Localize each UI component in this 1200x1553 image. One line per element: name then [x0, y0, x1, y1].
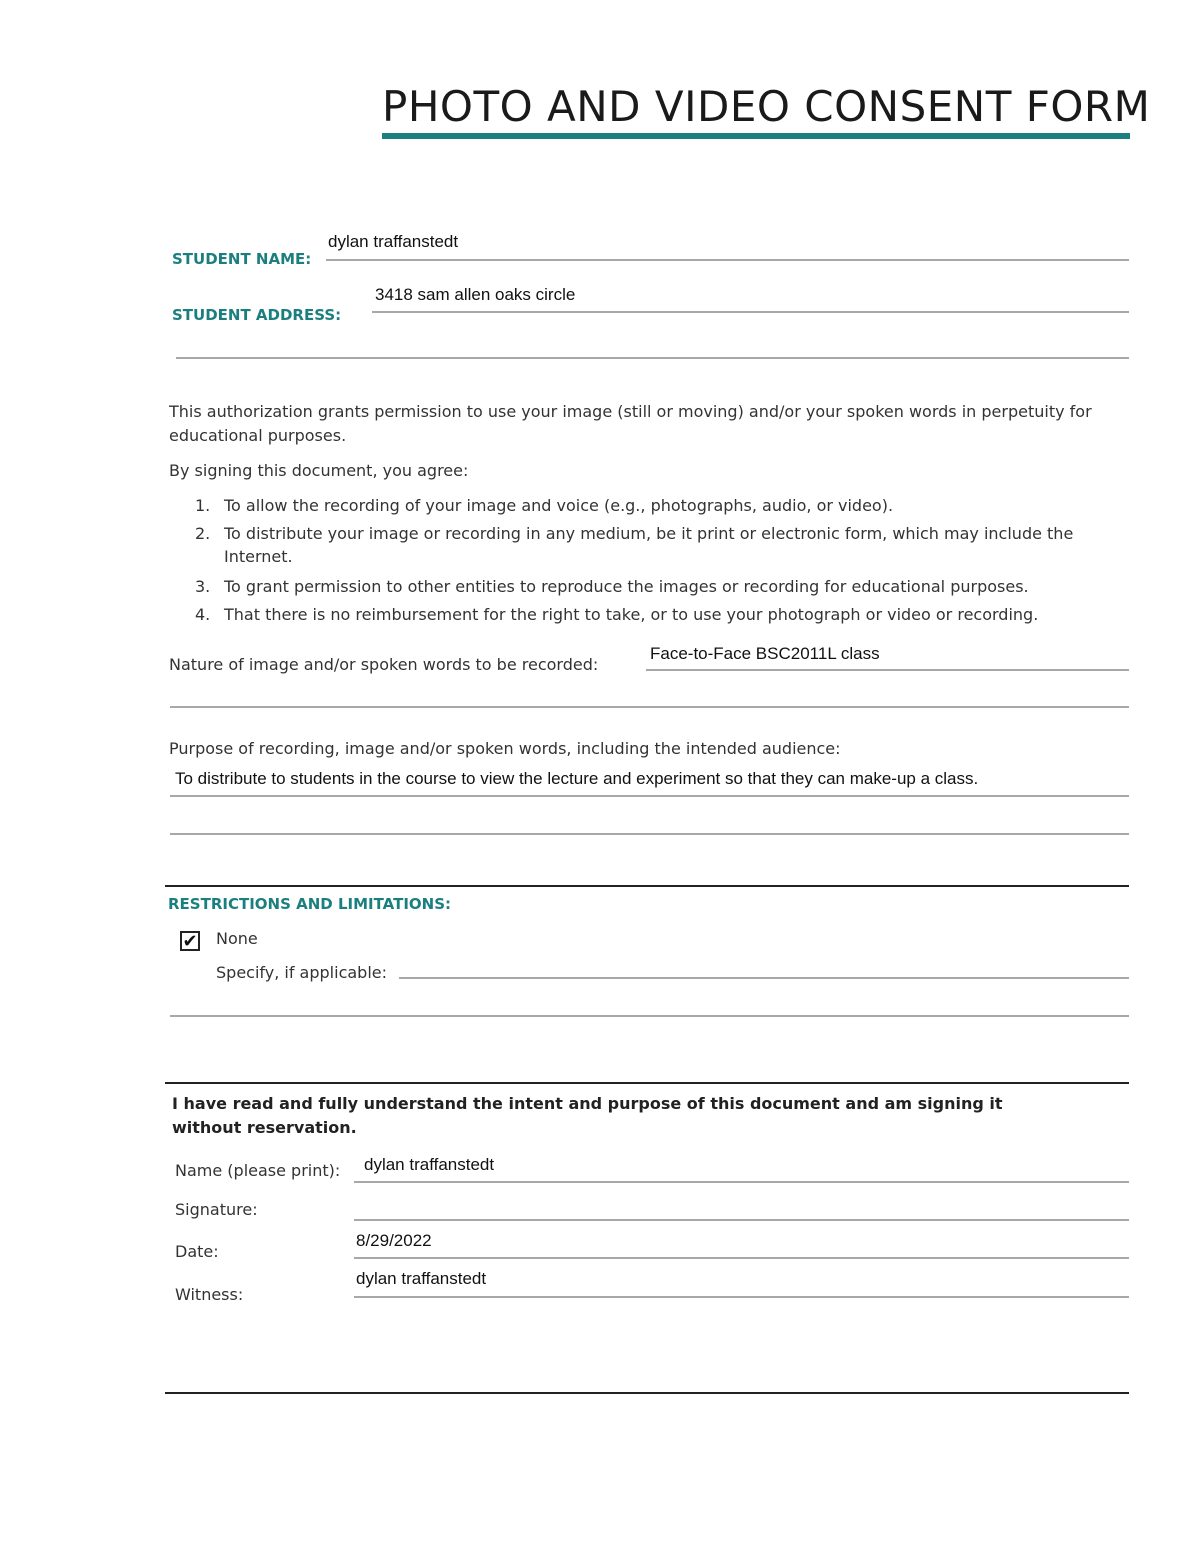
- purpose-value[interactable]: To distribute to students in the course to view the lecture and experiment so that they can make-up a class.: [175, 769, 979, 788]
- nature-label: Nature of image and/or spoken words to be recorded:: [169, 655, 599, 674]
- bottom-divider: [165, 1392, 1129, 1394]
- item-text: To distribute your image or recording in any medium, be it print or electronic form, which may include the Internet.: [224, 524, 1074, 566]
- student-address-label: STUDENT ADDRESS:: [172, 306, 342, 324]
- date-label: Date:: [175, 1242, 219, 1261]
- student-name-line: [326, 259, 1129, 261]
- title-underline: [382, 133, 1130, 139]
- witness-label: Witness:: [175, 1285, 244, 1304]
- specify-line[interactable]: [399, 977, 1129, 979]
- date-value[interactable]: 8/29/2022: [356, 1231, 432, 1250]
- nature-value[interactable]: Face-to-Face BSC2011L class: [650, 644, 880, 663]
- signature-divider: [165, 1082, 1129, 1084]
- signature-label: Signature:: [175, 1200, 258, 1219]
- student-address-value[interactable]: 3418 sam allen oaks circle: [375, 285, 576, 304]
- print-name-line: [354, 1181, 1129, 1183]
- item-number: 3.: [195, 577, 211, 596]
- student-address-line-2: [176, 357, 1129, 359]
- specify-line-2: [170, 1015, 1129, 1017]
- agreement-list: [195, 494, 1125, 626]
- item-number: 4.: [195, 605, 211, 624]
- page-title: PHOTO AND VIDEO CONSENT FORM: [382, 82, 1151, 131]
- agreement-item-4: [195, 603, 1125, 626]
- item-number: 2.: [195, 524, 211, 543]
- witness-value[interactable]: dylan traffanstedt: [356, 1269, 487, 1288]
- agreement-item-2: [195, 522, 1125, 568]
- agreement-item-3: [195, 575, 1125, 598]
- nature-line-2: [170, 706, 1129, 708]
- item-text: That there is no reimbursement for the right to take, or to use your photograph or video or recording.: [224, 605, 1039, 624]
- agreement-item-1: [195, 494, 1125, 517]
- purpose-line-2: [170, 833, 1129, 835]
- student-name-label: STUDENT NAME:: [172, 250, 312, 268]
- student-name-value[interactable]: dylan traffanstedt: [328, 232, 459, 251]
- student-address-line: [372, 311, 1129, 313]
- specify-label: Specify, if applicable:: [216, 963, 387, 982]
- none-label: None: [216, 929, 258, 948]
- acknowledgement-statement: I have read and fully understand the intent and purpose of this document and am signing it without reservation.: [172, 1094, 1003, 1137]
- item-number: 1.: [195, 496, 211, 515]
- authorization-paragraph: This authorization grants permission to use your image (still or moving) and/or your spoken words in perpetuity for educational purposes.: [169, 402, 1092, 445]
- print-name-label: Name (please print):: [175, 1161, 341, 1180]
- nature-line: [646, 669, 1129, 671]
- date-line: [354, 1257, 1129, 1259]
- signature-line[interactable]: [354, 1219, 1129, 1221]
- item-text: To grant permission to other entities to reproduce the images or recording for educational purposes.: [224, 577, 1029, 596]
- agree-lead-text: By signing this document, you agree:: [169, 461, 469, 480]
- purpose-line: [170, 795, 1129, 797]
- none-checkbox[interactable]: ✔: [180, 931, 200, 951]
- restrictions-divider: [165, 885, 1129, 887]
- witness-line: [354, 1296, 1129, 1298]
- purpose-label: Purpose of recording, image and/or spoken words, including the intended audience:: [169, 739, 841, 758]
- print-name-value[interactable]: dylan traffanstedt: [364, 1155, 495, 1174]
- item-text: To allow the recording of your image and voice (e.g., photographs, audio, or video).: [224, 496, 894, 515]
- restrictions-heading: RESTRICTIONS AND LIMITATIONS:: [168, 895, 452, 913]
